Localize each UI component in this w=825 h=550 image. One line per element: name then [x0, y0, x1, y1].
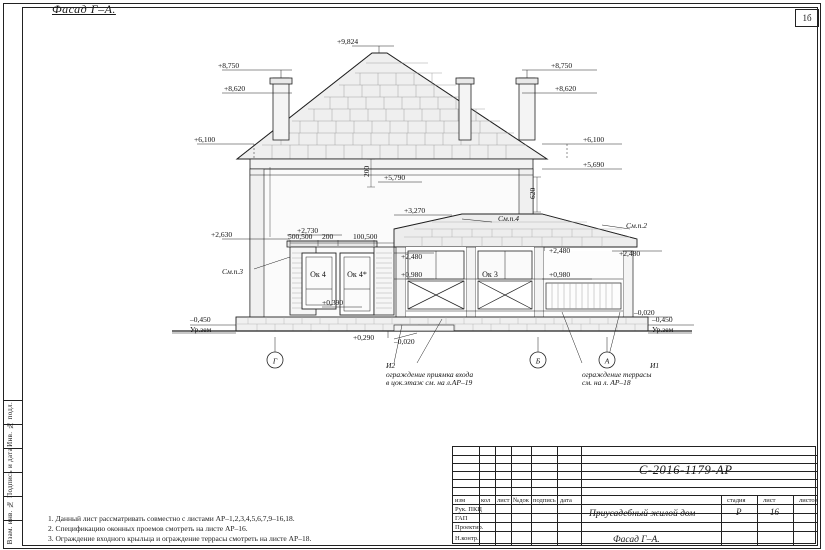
general-notes	[48, 514, 428, 544]
axis-label-b: Б	[535, 356, 541, 366]
callout-i1: И1	[650, 361, 660, 370]
stamp-col-data: дата	[560, 497, 572, 504]
callout-i2: И2	[386, 361, 396, 370]
note-see-p2: См.п.2	[626, 221, 648, 230]
note-line-1: 1. Данный лист рассматривать совместно с листами АР–1,2,3,4,5,6,7,9–16,18.	[48, 514, 295, 523]
level-terrace-mid: +2,480	[401, 252, 423, 261]
axis-label-a: А	[604, 356, 610, 366]
level-chimney-left-top: +8,750	[218, 61, 240, 70]
stamp-role-gap: ГАП	[455, 515, 468, 522]
stamp-header-sheets: листов	[799, 497, 818, 504]
stamp-sheet-value: 16	[770, 507, 779, 517]
note-see-p3: См.п.3	[222, 267, 244, 276]
callout-i1-line1: ограждение террасы	[582, 370, 652, 379]
axis-label-g: Г	[272, 356, 278, 366]
callout-i2-line2: в цок.этаж см. на л.АР–19	[386, 378, 473, 387]
stamp-role-nkontr: Н.контр.	[455, 535, 479, 542]
dim-500-500: 500,500	[288, 232, 313, 241]
facade-name: Фасад Г–А.	[613, 535, 660, 545]
level-plinth-left: –0,020	[394, 337, 415, 346]
level-eave-left: +6,100	[194, 135, 216, 144]
stamp-role-ruk: Рук. ПКЦ	[455, 506, 482, 513]
project-code: С-2016-1179-АР	[639, 463, 733, 477]
dim-vert-200: 200	[362, 165, 371, 177]
left-margin-strip	[3, 400, 22, 544]
dim-100-500: 100,500	[353, 232, 378, 241]
level-ground-left-note: Ур.зем	[190, 325, 212, 334]
strip-label-sign: Подпись и дата	[6, 448, 14, 498]
stamp-col-list: лист	[497, 497, 510, 504]
page-title: Фасад Г–А.	[52, 2, 116, 16]
level-ground-right-note: Ур.зем	[652, 325, 674, 334]
level-entry-top: +2,630	[211, 230, 233, 239]
title-block	[452, 446, 816, 544]
callout-i1-line2: см. на л. АР–18	[582, 378, 631, 387]
level-window-head: +0,980	[401, 270, 423, 279]
stamp-col-podpis: подпись	[533, 497, 556, 504]
stamp-col-kol: кол	[481, 497, 491, 504]
level-terrace-right2: +2,480	[619, 249, 641, 258]
sheet-number-badge: 1б	[795, 9, 819, 27]
window-label-ok4s: Ок 4*	[347, 270, 367, 279]
level-chimney-left-bot: +8,620	[224, 84, 246, 93]
level-eave-right: +6,100	[583, 135, 605, 144]
stamp-col-izm: изм	[455, 497, 466, 504]
level-soffit-right: +5,690	[583, 160, 605, 169]
level-ground-left: –0,450	[190, 315, 211, 324]
level-band-mid: +5,790	[384, 173, 406, 182]
level-door-sill: +0,390	[322, 298, 344, 307]
strip-label-vzam: Взам. инв. №	[6, 500, 14, 545]
callout-i2-line1: ограждение приямка входа	[386, 370, 474, 379]
level-window-head2: +0,980	[549, 270, 571, 279]
level-ground-right: –0,450	[652, 315, 673, 324]
window-label-ok4: Ок 4	[310, 270, 326, 279]
note-line-3: 3. Ограждение входного крыльца и ограждение террасы смотреть на листе АР–18.	[48, 534, 312, 543]
strip-label-inv: Инв. № подл.	[6, 402, 14, 447]
window-label-ok3: Ок 3	[482, 270, 498, 279]
stamp-stage-value: Р	[736, 507, 742, 517]
stamp-col-ndok: №док	[513, 497, 529, 504]
note-see-p4: См.п.4	[498, 214, 520, 223]
level-terrace-right: +2,480	[549, 246, 571, 255]
level-porch-floor: +0,290	[353, 333, 375, 342]
stamp-header-stage: стадия	[727, 497, 746, 504]
level-canopy-left: +2,730	[297, 226, 319, 235]
object-name: Приусадебный жилой дом	[589, 509, 696, 519]
level-plinth-right: –0,020	[634, 308, 655, 317]
dim-200: 200	[322, 232, 334, 241]
stamp-role-proekt: Проектир.	[455, 524, 484, 531]
level-porch-ridge: +3,270	[404, 206, 426, 215]
dim-vert-620: 620	[528, 187, 537, 199]
level-chimney-right-bot: +8,620	[555, 84, 577, 93]
level-ridge: +9,824	[337, 37, 359, 46]
note-line-2: 2. Спецификацию оконных проемов смотреть на листе АР–16.	[48, 524, 248, 533]
level-chimney-right-top: +8,750	[551, 61, 573, 70]
stamp-header-sheet: лист	[763, 497, 776, 504]
